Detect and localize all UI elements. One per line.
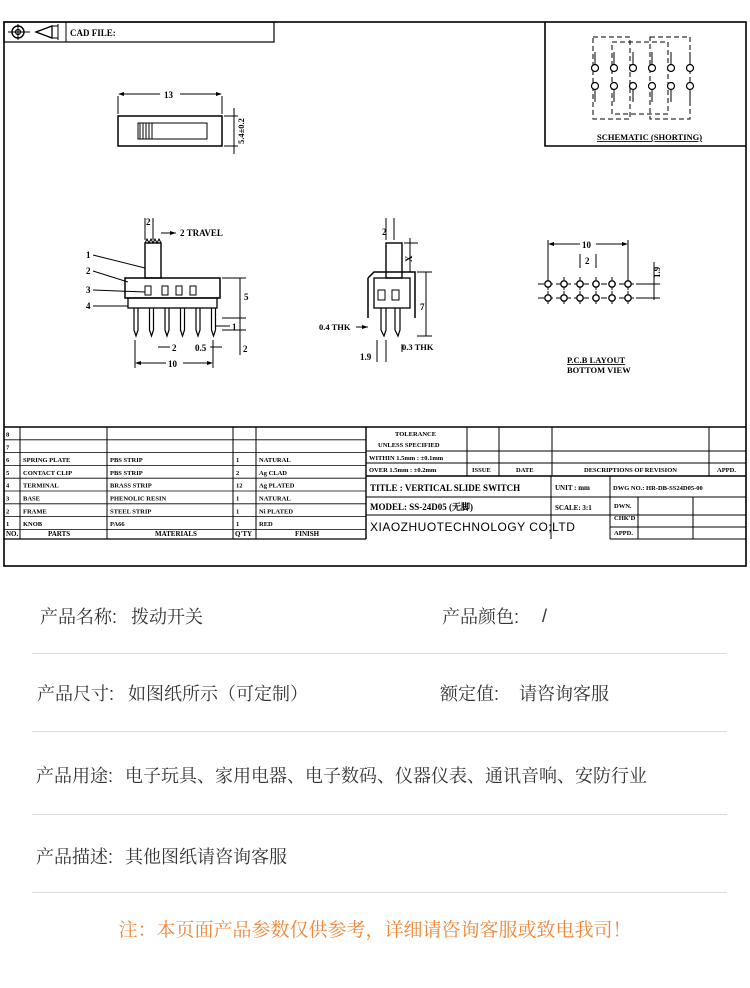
header-box [4,22,274,42]
end-thk-right: 0.3 THK [402,342,434,352]
name-value: 拨动开关 [131,607,204,627]
pcb-dim-width: 10 [582,240,591,250]
callout-3: 3 [86,285,91,295]
bom-cell: PA66 [110,521,125,529]
model-label: MODEL: SS-24D05 (无脚) [370,502,473,512]
side-travel-label: 2 TRAVEL [180,228,223,238]
side-view [86,217,249,369]
side-pin [212,308,216,336]
tolerance-within: WITHIN 1.5mm : ±0.1mm [369,455,444,462]
side-dim-length: 10 [168,359,177,369]
pcb-dim-pitch: 2 [585,256,590,266]
unless-label: UNLESS SPECIFIED [378,442,440,449]
color-label: 产品颜色: [442,607,520,627]
dwg-number: DWG NO.: HR-DB-SS24D05-00 [613,485,703,492]
schematic-pin-bottom [649,83,656,90]
schematic-box [545,22,746,146]
pcb-layout [538,240,662,375]
top-view [118,90,246,154]
pcb-hole [609,295,615,301]
cad-file-label: CAD FILE: [70,28,116,38]
bom-cell: KNOB [23,521,43,529]
rating-value: 请咨询客服 [519,684,609,704]
color-value: / [542,605,548,626]
pcb-hole [593,281,599,287]
spec-row-3 [32,755,727,795]
bom-cell: 1 [236,521,240,529]
chkd-label: CHK'D [614,515,636,522]
company-name: XIAOZHUOTECHNOLOGY CO;LTD [370,520,576,534]
side-pin [150,308,154,336]
title-block [366,427,746,539]
schematic-pin-top [592,65,599,72]
bom-cell: RED [259,521,273,529]
name-label: 产品名称: [40,607,118,627]
bom-cell: 5 [6,469,10,477]
side-pins [134,308,216,336]
schematic-pin-bottom [611,83,618,90]
top-width-dim: 13 [164,90,173,100]
schematic-pin-top [687,65,694,72]
appd-header: APPD. [717,467,736,474]
appd-label: APPD. [614,530,633,537]
tolerance-over: OVER 1.5mm : ±0.2mm [369,467,437,474]
bom-cell: BASE [23,495,40,503]
projection-symbol-icon [8,24,58,40]
bom-cell: PHENOLIC RESIN [110,495,167,503]
disclaimer-notice: 注：本页面产品参数仅供参考，详细请咨询客服或致电我司！ [118,920,632,941]
rating-label: 额定值: [440,684,500,704]
side-dim-pin: 1 [232,322,237,332]
schematic-pins [592,52,694,102]
schematic-pin-bottom [668,83,675,90]
pcb-hole [625,281,631,287]
side-dim-top: 2 [146,217,151,227]
bom-rows [4,432,366,530]
scale-label: SCALE: 3:1 [555,504,592,512]
end-dim-bottom: 1.9 [360,352,372,362]
side-pin [165,308,169,336]
pcb-hole [577,295,583,301]
bom-cell: BRASS STRIP [110,482,152,490]
revision-header: DESCRIPTIONS OF REVISION [584,467,677,474]
pcb-hole [545,281,551,287]
bom-cell: PBS STRIP [110,469,143,477]
schematic-pin-top [630,65,637,72]
bom-cell: TERMINAL [23,482,59,490]
bom-cell: NATURAL [259,457,291,465]
pcb-hole [577,281,583,287]
side-dim-height: 5 [244,292,249,302]
desc-value: 其他图纸请咨询客服 [125,847,288,867]
pcb-dim-row: 1.9 [652,266,662,278]
side-dim-lead: 2 [243,344,248,354]
bom-header-qty: Q'TY [235,530,253,538]
bom-header-no: NO. [6,530,19,538]
tolerance-label: TOLERANCE [395,431,437,438]
pcb-holes [538,277,638,305]
pcb-hole [561,281,567,287]
schematic-pin-top [649,65,656,72]
pcb-hole [593,295,599,301]
schematic-label: SCHEMATIC (SHORTING) [597,132,703,142]
divider-4 [32,892,727,893]
usage-value: 电子玩具、家用电器、电子数码、仪器仪表、通讯音响、安防行业 [125,766,648,786]
callout-2: 2 [86,266,91,276]
schematic-pin-bottom [687,83,694,90]
top-height-dim: 5.4±0.2 [236,118,246,144]
side-pin [134,308,138,336]
bom-cell: 3 [6,495,10,503]
pcb-title: P.C.B LAYOUT [567,355,626,365]
bom-header-finish: FINISH [295,530,320,538]
bom-cell: Ag PLATED [259,482,295,490]
schematic-pin-bottom [592,83,599,90]
desc-label: 产品描述: [36,847,114,867]
side-dim-pin-width: 0.5 [195,343,207,353]
callout-4: 4 [86,301,91,311]
side-pin [196,308,200,336]
end-view [319,218,434,362]
size-value: 如图纸所示（可定制） [128,684,309,704]
schematic-pin-top [668,65,675,72]
side-dim-pitch: 2 [172,343,177,353]
divider-1 [32,653,727,654]
bom-cell: NATURAL [259,495,291,503]
bom-cell: 4 [6,482,10,490]
bom-cell: Ag CLAD [259,469,287,477]
end-dim-top: 2 [382,227,387,237]
bom-cell: 1 [236,508,240,516]
side-pin [181,308,185,336]
dwn-label: DWN. [614,503,632,510]
bom-cell: 2 [236,469,240,477]
date-header: DATE [516,467,534,474]
bom-cell: FRAME [23,508,47,516]
end-dim-x: X [404,255,414,262]
bom-cell: 8 [6,431,10,439]
issue-header: ISSUE [472,467,491,474]
spec-row-2 [32,673,727,713]
bom-cell: STEEL STRIP [110,508,152,516]
bom-cell: 6 [6,457,10,465]
pcb-hole [625,295,631,301]
pcb-subtitle: BOTTOM VIEW [567,365,631,375]
bom-cell: Ni PLATED [259,508,294,516]
bom-cell: 2 [6,508,10,516]
schematic-pin-top [611,65,618,72]
end-thk-left: 0.4 THK [319,322,351,332]
bom-cell: SPRING PLATE [23,457,71,465]
unit-label: UNIT : mm [555,484,590,492]
bom-cell: PBS STRIP [110,457,143,465]
end-dim-height: 7 [420,302,425,312]
bom-cell: 1 [236,457,240,465]
divider-2 [32,731,727,732]
bom-cell: 7 [6,444,10,452]
drawing-title: TITLE : VERTICAL SLIDE SWITCH [370,483,521,493]
bom-cell: CONTACT CLIP [23,469,73,477]
bom-header-parts: PARTS [48,530,71,538]
pcb-hole [561,295,567,301]
bom-header-materials: MATERIALS [155,530,197,538]
bom-cell: 1 [6,521,10,529]
pcb-hole [545,295,551,301]
spec-row-1 [32,596,727,636]
divider-3 [32,814,727,815]
usage-label: 产品用途: [36,766,114,786]
bom-cell: 1 [236,495,240,503]
spec-row-4 [32,836,727,876]
callout-1: 1 [86,250,91,260]
bom-cell: 12 [236,482,243,490]
pcb-hole [609,281,615,287]
size-label: 产品尺寸: [37,684,115,704]
schematic-pin-bottom [630,83,637,90]
